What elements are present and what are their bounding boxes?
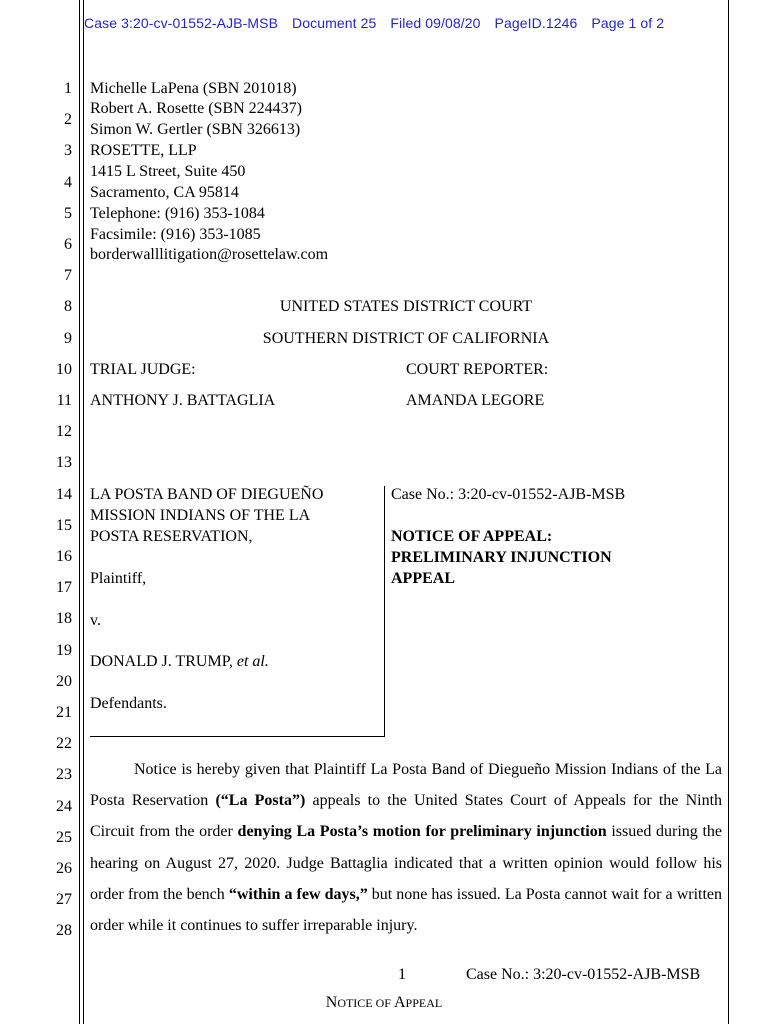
caption-vertical-rule xyxy=(384,486,385,736)
footer-title-part: A xyxy=(393,994,406,1011)
line-number: 2 xyxy=(64,111,72,128)
line-number: 5 xyxy=(64,205,72,222)
document-title-line: NOTICE OF APPEAL: xyxy=(391,528,553,545)
trial-judge-name: ANTHONY J. BATTAGLIA xyxy=(90,392,276,409)
firm-street: 1415 L Street, Suite 450 xyxy=(90,163,246,180)
firm-name: ROSETTE, LLP xyxy=(90,142,197,159)
line-number: 14 xyxy=(56,486,72,503)
defendant-et-al: et al. xyxy=(236,653,269,670)
line-number: 19 xyxy=(56,642,72,659)
body-bold-text: denying La Posta’s motion for preliminary injunction xyxy=(237,823,607,841)
line-number: 15 xyxy=(56,517,72,534)
footer-document-title xyxy=(0,994,768,1012)
line-number: 9 xyxy=(64,330,72,347)
body-bold-text: (“La Posta”) xyxy=(215,792,306,810)
line-number: 3 xyxy=(64,142,72,159)
court-reporter-label: COURT REPORTER: xyxy=(406,361,549,378)
left-rule-inner xyxy=(83,0,84,1024)
attorney-name: Michelle LaPena (SBN 201018) xyxy=(90,80,297,97)
defendant-name xyxy=(90,653,269,671)
versus: v. xyxy=(90,612,101,629)
plaintiff-name-line: POSTA RESERVATION, xyxy=(90,528,253,545)
document-title-line: PRELIMINARY INJUNCTION xyxy=(391,549,612,566)
plaintiff-label: Plaintiff, xyxy=(90,570,147,587)
firm-telephone: Telephone: (916) 353-1084 xyxy=(90,205,265,222)
court-name: UNITED STATES DISTRICT COURT xyxy=(279,298,533,315)
defendants-label: Defendants. xyxy=(90,695,167,712)
plaintiff-name-line: MISSION INDIANS OF THE LA xyxy=(90,507,311,524)
header-page: Page 1 of 2 xyxy=(591,15,665,31)
line-number: 20 xyxy=(56,673,72,690)
filing-header xyxy=(84,15,674,31)
line-number: 10 xyxy=(56,361,72,378)
line-number: 8 xyxy=(64,298,72,315)
footer-title-part: N xyxy=(325,994,338,1011)
line-number: 28 xyxy=(56,922,72,939)
footer-title-part: PPEAL xyxy=(405,996,443,1010)
notice-paragraph xyxy=(90,754,722,941)
right-rule xyxy=(728,0,729,1024)
line-number: 21 xyxy=(56,704,72,721)
attorney-name: Robert A. Rosette (SBN 224437) xyxy=(90,100,302,117)
line-number: 7 xyxy=(64,267,72,284)
firm-city: Sacramento, CA 95814 xyxy=(90,184,239,201)
left-rule-outer xyxy=(79,0,80,1024)
body-text: appeals to the United States Court of Appeals for the Ninth Circuit from the order xyxy=(90,792,723,841)
defendant-name-text: DONALD J. TRUMP, xyxy=(90,653,237,670)
line-number: 22 xyxy=(56,735,72,752)
line-number: 6 xyxy=(64,236,72,253)
line-number: 11 xyxy=(56,392,72,409)
line-number: 12 xyxy=(56,423,72,440)
court-reporter-name: AMANDA LEGORE xyxy=(406,392,545,409)
line-number: 17 xyxy=(56,579,72,596)
line-number: 23 xyxy=(56,766,72,783)
firm-facsimile: Facsimile: (916) 353-1085 xyxy=(90,226,261,243)
trial-judge-label: TRIAL JUDGE: xyxy=(90,361,196,378)
footer-title-part: OTICE OF xyxy=(337,996,394,1010)
line-number: 24 xyxy=(56,798,72,815)
body-text: Notice is hereby given that Plaintiff La Posta Band of Diegueño Mission Indians of the La Posta Reservation xyxy=(90,761,722,810)
document-title-line: APPEAL xyxy=(391,570,455,587)
line-number: 1 xyxy=(64,80,72,97)
plaintiff-name-line: LA POSTA BAND OF DIEGUEÑO xyxy=(90,486,324,503)
caption-case-number: Case No.: 3:20-cv-01552-AJB-MSB xyxy=(391,486,626,503)
line-number: 27 xyxy=(56,891,72,908)
firm-email: borderwalllitigation@rosettelaw.com xyxy=(90,246,329,263)
line-number: 4 xyxy=(64,174,72,191)
footer-page-number: 1 xyxy=(398,966,406,983)
line-number: 13 xyxy=(56,454,72,471)
line-number: 18 xyxy=(56,610,72,627)
header-case-number: Case 3:20-cv-01552-AJB-MSB xyxy=(84,15,279,31)
caption-horizontal-rule xyxy=(90,736,385,737)
line-number: 16 xyxy=(56,548,72,565)
line-number: 25 xyxy=(56,829,72,846)
attorney-name: Simon W. Gertler (SBN 326613) xyxy=(90,121,301,138)
header-pageid: PageID.1246 xyxy=(494,15,578,31)
line-number: 26 xyxy=(56,860,72,877)
header-filed-date: Filed 09/08/20 xyxy=(390,15,481,31)
body-bold-text: “within a few days,” xyxy=(228,885,368,903)
footer-case-number: Case No.: 3:20-cv-01552-AJB-MSB xyxy=(466,966,701,983)
header-document: Document 25 xyxy=(292,15,377,31)
body-text: issued during the hearing on August 27, 2020. Judge Battaglia indicated that a written opinion would follow his order from the bench xyxy=(90,823,722,903)
body-text: but none has issued. La Posta cannot wait for a written order while it continues to suffer irreparable injury. xyxy=(90,885,723,935)
court-district: SOUTHERN DISTRICT OF CALIFORNIA xyxy=(262,330,550,347)
